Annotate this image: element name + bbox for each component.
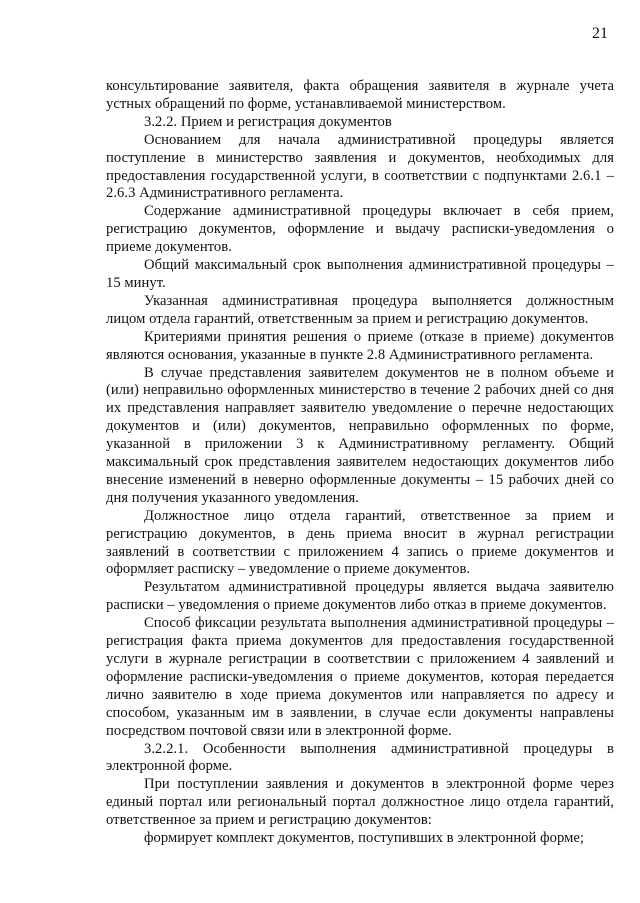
section-heading: 3.2.2.1. Особенности выполнения административной процедуры в электронной форме.	[106, 740, 614, 775]
page-number: 21	[592, 25, 608, 42]
paragraph: Основанием для начала административной процедуры является поступление в министерство заявления и документов, необходимых для предоставления государственной услуги, в соответствии с подпунктами 2.6.1 – 2.6.3 Административного регламента.	[106, 131, 614, 202]
paragraph: Результатом административной процедуры является выдача заявителю расписки – уведомления о приеме документов либо отказ в приеме документов.	[106, 579, 614, 614]
paragraph: Содержание административной процедуры включает в себя прием, регистрацию документов, оформление и выдачу расписки-уведомления о приеме документов.	[106, 203, 614, 256]
paragraph: консультирование заявителя, факта обращения заявителя в журнале учета устных обращений по форме, устанавливаемой министерством.	[106, 78, 614, 112]
paragraph: Указанная административная процедура выполняется должностным лицом отдела гарантий, ответственным за прием и регистрацию документов.	[106, 292, 614, 327]
paragraph: Общий максимальный срок выполнения административной процедуры – 15 минут.	[106, 257, 614, 291]
paragraph: В случае представления заявителем документов не в полном объеме и (или) неправильно оформленных министерство в течение 2 рабочих дней со дня их представления направляет заявителю уведомление о перечне недостающих документов и (или) документов, неправильно оформленных по форме, указанной в приложении 3 к Административному регламенту. Общий максимальный срок представления заявителем недостающих документов либо внесение изменений в неверно оформленные документы – 15 рабочих дней со дня получения указанного уведомления.	[106, 364, 614, 506]
document-body	[106, 78, 614, 848]
paragraph: формирует комплект документов, поступивших в электронной форме;	[144, 830, 584, 847]
section-heading: 3.2.2. Прием и регистрация документов	[144, 113, 392, 130]
paragraph: Должностное лицо отдела гарантий, ответственное за прием и регистрацию документов, в день приема вносит в журнал регистрации заявлений в соответствии с приложением 4 запись о приеме документов и оформляет расписку – уведомление о приеме документов.	[106, 507, 614, 578]
paragraph: Способ фиксации результата выполнения административной процедуры – регистрация факта приема документов для предоставления государственной услуги в журнале регистрации в соответствии с приложением 4 заявлений и оформление расписки-уведомления о приеме документов, которая передается лично заявителю в ходе приема документов или направляется по адресу и способом, указанным им в заявлении, в случае если документы направлены посредством почтовой связи или в электронной форме.	[106, 615, 614, 739]
paragraph: Критериями принятия решения о приеме (отказе в приеме) документов являются основания, указанные в пункте 2.8 Административного регламента.	[106, 328, 614, 363]
paragraph: При поступлении заявления и документов в электронной форме через единый портал или региональный портал должностное лицо отдела гарантий, ответственное за прием и регистрацию документов:	[106, 776, 614, 829]
